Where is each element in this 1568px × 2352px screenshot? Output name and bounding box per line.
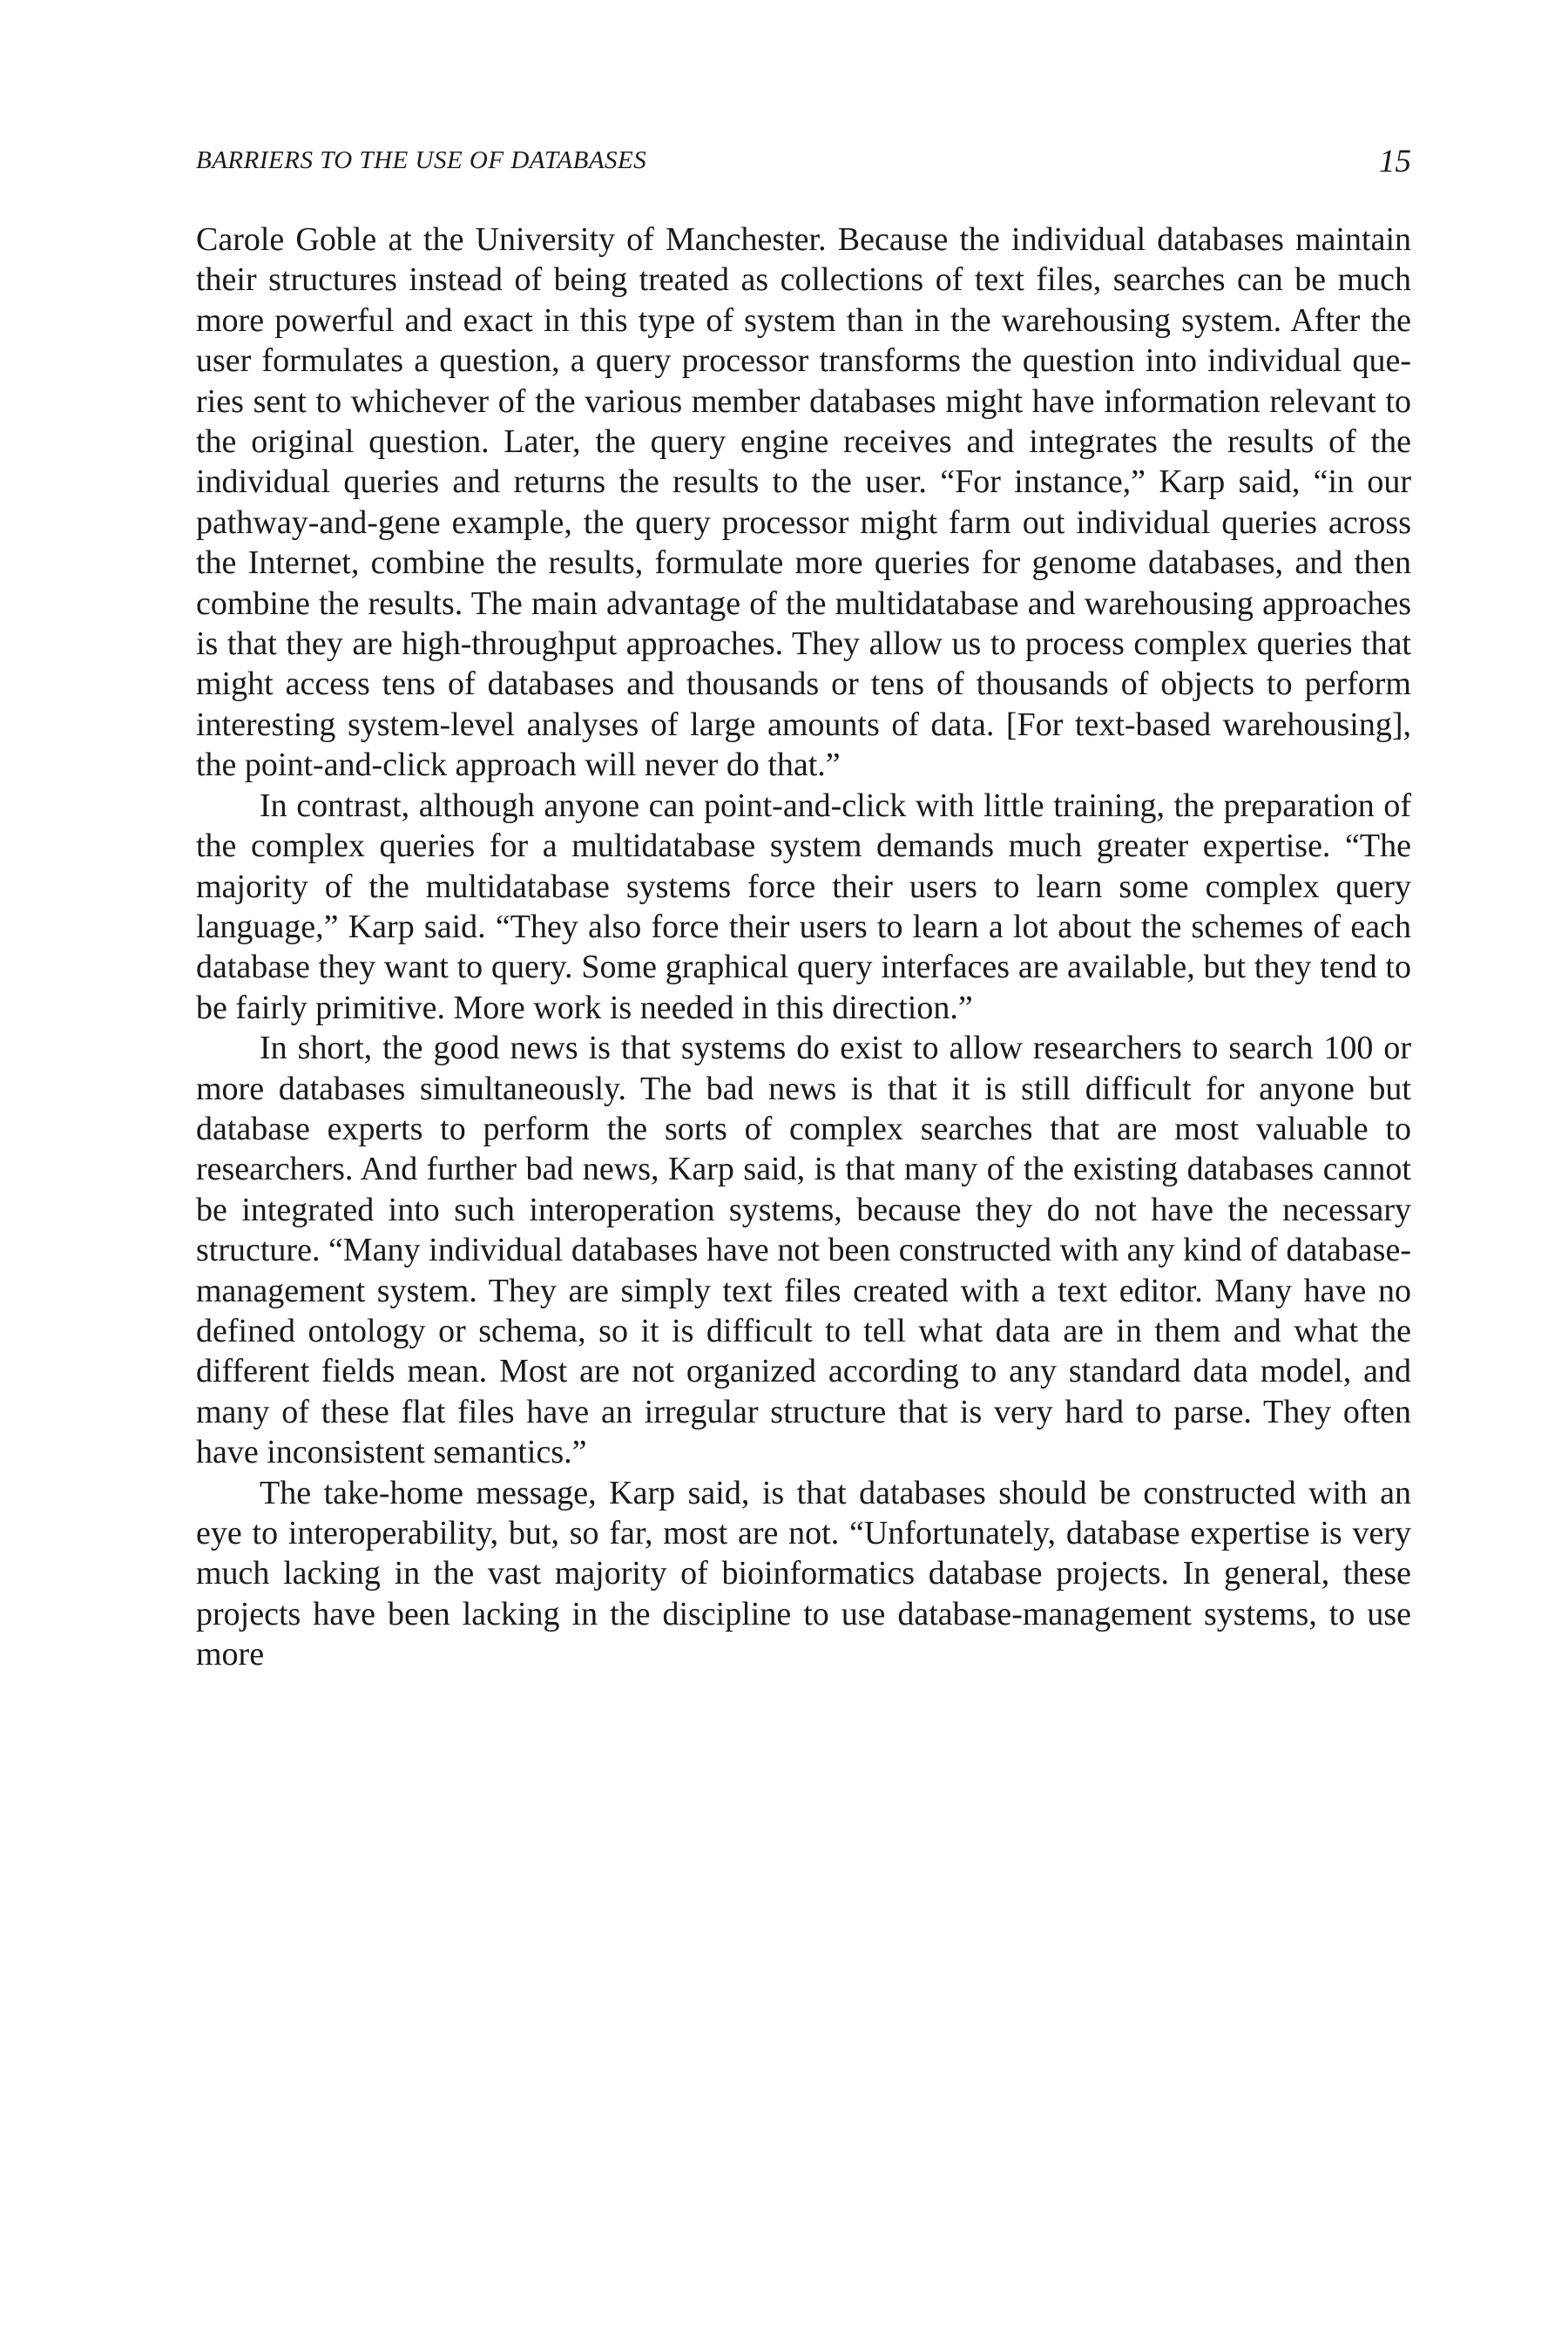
page-number: 15 bbox=[1379, 144, 1411, 179]
body-text bbox=[196, 220, 1411, 1675]
paragraph-1: Carole Goble at the University of Manchester. Because the individual databases maintain their structures instead of being treated as collections of text files, searches can be much more powerful and exact in this type of system than in the warehousing system. After the user formulates a question, a query processor transforms the question into individual queries sent to whichever of the various member databases might have information relevant to the original question. Later, the query engine receives and integrates the results of the individual queries and returns the results to the user. “For instance,” Karp said, “in our pathway-and-gene example, the query processor might farm out individual queries across the Internet, combine the results, formulate more queries for genome databases, and then combine the results. The main advantage of the multidatabase and warehousing approaches is that they are high-throughput approaches. They allow us to process complex queries that might access tens of databases and thousands or tens of thousands of objects to perform interesting system-level analyses of large amounts of data. [For text-based warehousing], the point-and-click approach will never do that.” bbox=[196, 221, 1411, 784]
paragraph-3: In short, the good news is that systems do exist to allow researchers to search 100 or more databases simultaneously. The bad news is that it is still difficult for anyone but database experts to perform the sorts of complex searches that are most valuable to researchers. And further bad news, Karp said, is that many of the existing databases cannot be integrated into such interoperation systems, because they do not have the necessary structure. “Many individual databases have not been constructed with any kind of database-management system. They are simply text files created with a text editor. Many have no defined ontology or schema, so it is difficult to tell what data are in them and what the different fields mean. Most are not organized according to any standard data model, and many of these flat files have an irregular structure that is very hard to parse. They often have inconsistent semantics.” bbox=[196, 1030, 1411, 1471]
paragraph-2: In contrast, although anyone can point-and-click with little training, the preparation of the complex queries for a multidatabase system demands much greater expertise. “The majority of the multidatabase systems force their users to learn some complex query language,” Karp said. “They also force their users to learn a lot about the schemes of each database they want to query. Some graphical query interfaces are available, but they tend to be fairly primitive. More work is needed in this direction.” bbox=[196, 787, 1411, 1026]
running-title: BARRIERS TO THE USE OF DATABASES bbox=[196, 146, 647, 174]
running-head bbox=[196, 146, 1411, 181]
paragraph-4: The take-home message, Karp said, is that databases should be constructed with an eye to interoperability, but, so far, most are not. “Unfortunately, database expertise is very much lacking in the vast majority of bioinformatics database projects. In general, these projects have been lacking in the discipline to use database-management systems, to use more bbox=[196, 1474, 1411, 1673]
